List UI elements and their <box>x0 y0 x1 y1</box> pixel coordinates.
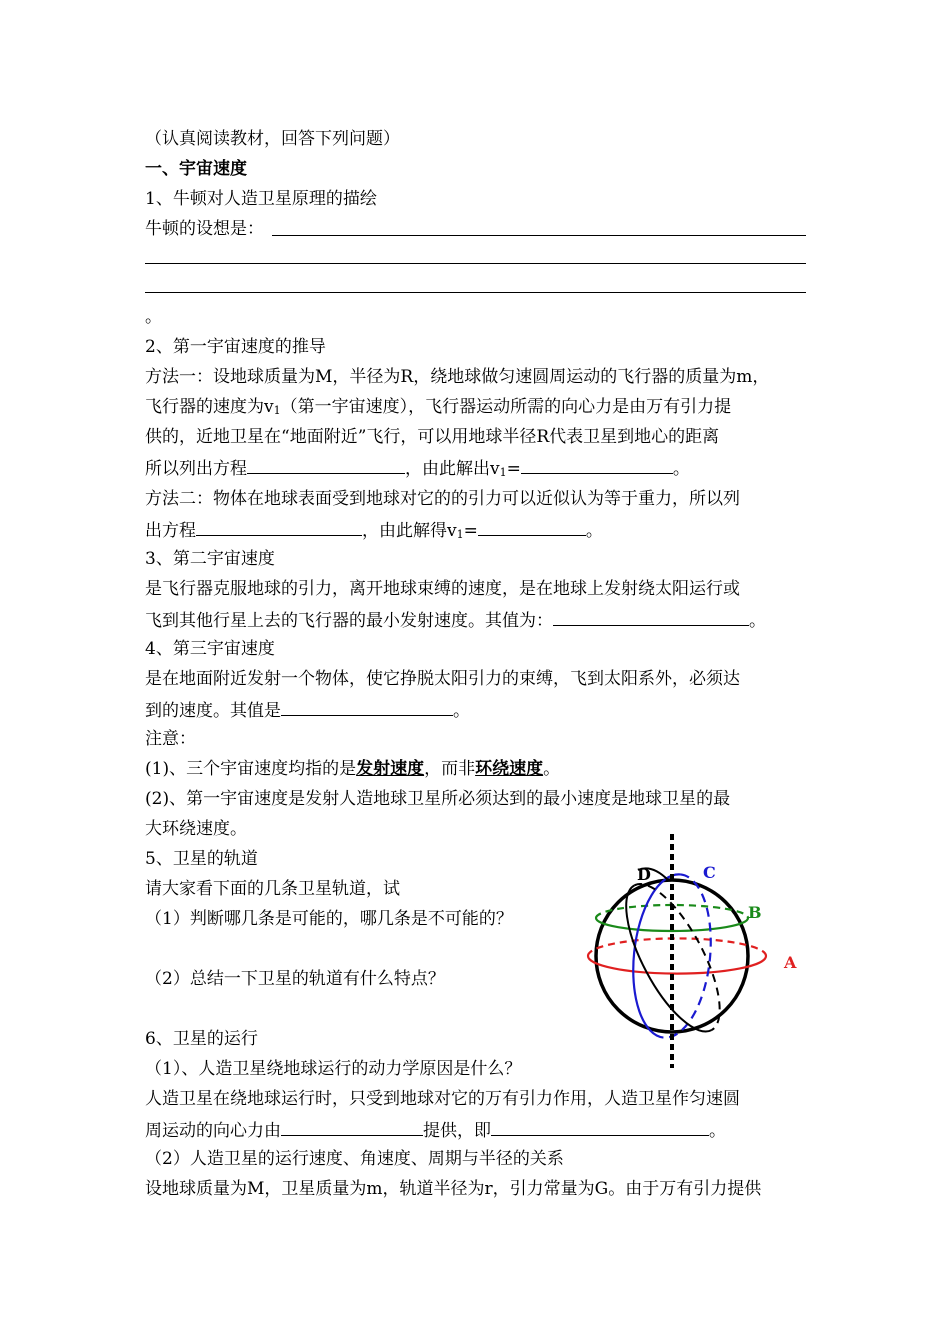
q6-line3: 设地球质量为M，卫星质量为m，轨道半径为r，引力常量为G。由于万有引力提供 <box>145 1179 762 1199</box>
q1-title: 1、牛顿对人造卫星原理的描绘 <box>145 189 377 209</box>
answer-line[interactable] <box>272 235 806 236</box>
q1-end-mark: 。 <box>145 307 162 327</box>
q4-line1: 是在地面附近发射一个物体，使它挣脱太阳引力的束缚，飞到太阳系外，必须达 <box>145 669 740 689</box>
label-c: C <box>703 863 716 882</box>
q4-line2 <box>145 698 470 722</box>
text: = <box>463 521 478 541</box>
answer-line[interactable] <box>145 292 806 293</box>
keyword: 环绕速度 <box>475 759 544 779</box>
note-2-line1: (2)、第一宇宙速度是发射人造地球卫星所必须达到的最小速度是地球卫星的最 <box>145 789 731 809</box>
text: 。 <box>749 611 766 631</box>
subscript: 1 <box>273 404 281 417</box>
q5-line1: 请大家看下面的几条卫星轨道，试 <box>145 879 400 899</box>
keyword: 发射速度 <box>356 759 425 779</box>
text: (1)、三个宇宙速度均指的是 <box>145 759 357 779</box>
subscript: 1 <box>456 528 464 541</box>
text: 。 <box>709 1121 726 1141</box>
text: （第一宇宙速度），飞行器运动所需的向心力是由万有引力提 <box>280 397 732 417</box>
q3-line2 <box>145 608 766 632</box>
equation-blank[interactable] <box>247 456 405 474</box>
q2-method1-line3: 供的，近地卫星在“地面附近”飞行，可以用地球半径R代表卫星到地心的距离 <box>145 427 720 447</box>
orbit-a <box>588 938 766 973</box>
intro-text: （认真阅读教材，回答下列问题） <box>145 129 400 149</box>
q2-method1-line1: 方法一：设地球质量为M，半径为R，绕地球做匀速圆周运动的飞行器的质量为m， <box>145 367 770 387</box>
note-2-line2: 大环绕速度。 <box>145 819 247 839</box>
note-1 <box>145 758 560 780</box>
text: = <box>506 459 521 479</box>
q2-method1-line4 <box>145 456 690 484</box>
text: ，由此解得v <box>362 521 457 541</box>
q6-sub1: （1）、人造卫星绕地球运行的动力学原因是什么？ <box>145 1059 522 1079</box>
q6-line2 <box>145 1118 726 1142</box>
text: 。 <box>672 459 690 479</box>
text: 到的速度。其值是 <box>145 701 281 721</box>
q2-method1-line2 <box>145 396 731 422</box>
satellite-orbit-diagram <box>580 828 800 1073</box>
result-blank[interactable] <box>478 518 586 536</box>
answer-line[interactable] <box>145 263 806 264</box>
text: 。 <box>453 701 470 721</box>
value-blank[interactable] <box>553 608 749 626</box>
subscript: 1 <box>499 466 507 479</box>
value-blank[interactable] <box>281 698 453 716</box>
label-b: B <box>748 903 762 922</box>
q5-sub2: （2）总结一下卫星的轨道有什么特点？ <box>145 969 445 989</box>
text: 。 <box>543 759 561 779</box>
result-blank[interactable] <box>521 456 673 474</box>
force-blank[interactable] <box>281 1118 423 1136</box>
q2-title: 2、第一宇宙速度的推导 <box>145 337 326 357</box>
text: ，而非 <box>424 759 476 779</box>
q2-method2-line1: 方法二：物体在地球表面受到地球对它的的引力可以近似认为等于重力，所以列 <box>145 489 740 509</box>
q1-prompt-label: 牛顿的设想是： <box>145 219 264 239</box>
q5-title: 5、卫星的轨道 <box>145 849 258 869</box>
equation-blank[interactable] <box>196 518 362 536</box>
text: 飞行器的速度为v <box>145 397 274 417</box>
q6-line1: 人造卫星在绕地球运行时，只受到地球对它的万有引力作用，人造卫星作匀速圆 <box>145 1089 740 1109</box>
label-d: D <box>637 865 651 884</box>
q2-method2-line2 <box>145 518 603 546</box>
text: 所以列出方程 <box>145 459 247 479</box>
label-a: A <box>784 953 797 972</box>
equation-blank[interactable] <box>491 1118 709 1136</box>
q3-line1: 是飞行器克服地球的引力，离开地球束缚的速度，是在地球上发射绕太阳运行或 <box>145 579 740 599</box>
q6-title: 6、卫星的运行 <box>145 1029 258 1049</box>
q3-title: 3、第二宇宙速度 <box>145 549 275 569</box>
notes-title: 注意： <box>145 729 196 749</box>
text: 提供，即 <box>423 1121 491 1141</box>
section-title: 一、宇宙速度 <box>145 159 247 179</box>
q6-sub2: （2）人造卫星的运行速度、角速度、周期与半径的关系 <box>145 1149 564 1169</box>
text: 出方程 <box>145 521 196 541</box>
text: 周运动的向心力由 <box>145 1121 281 1141</box>
text: 。 <box>585 521 603 541</box>
q1-prompt <box>145 218 264 240</box>
text: 飞到其他行星上去的飞行器的最小发射速度。其值为： <box>145 611 553 631</box>
q4-title: 4、第三宇宙速度 <box>145 639 275 659</box>
text: ，由此解出v <box>405 459 500 479</box>
q5-sub1: （1）判断哪几条是可能的，哪几条是不可能的？ <box>145 909 513 929</box>
